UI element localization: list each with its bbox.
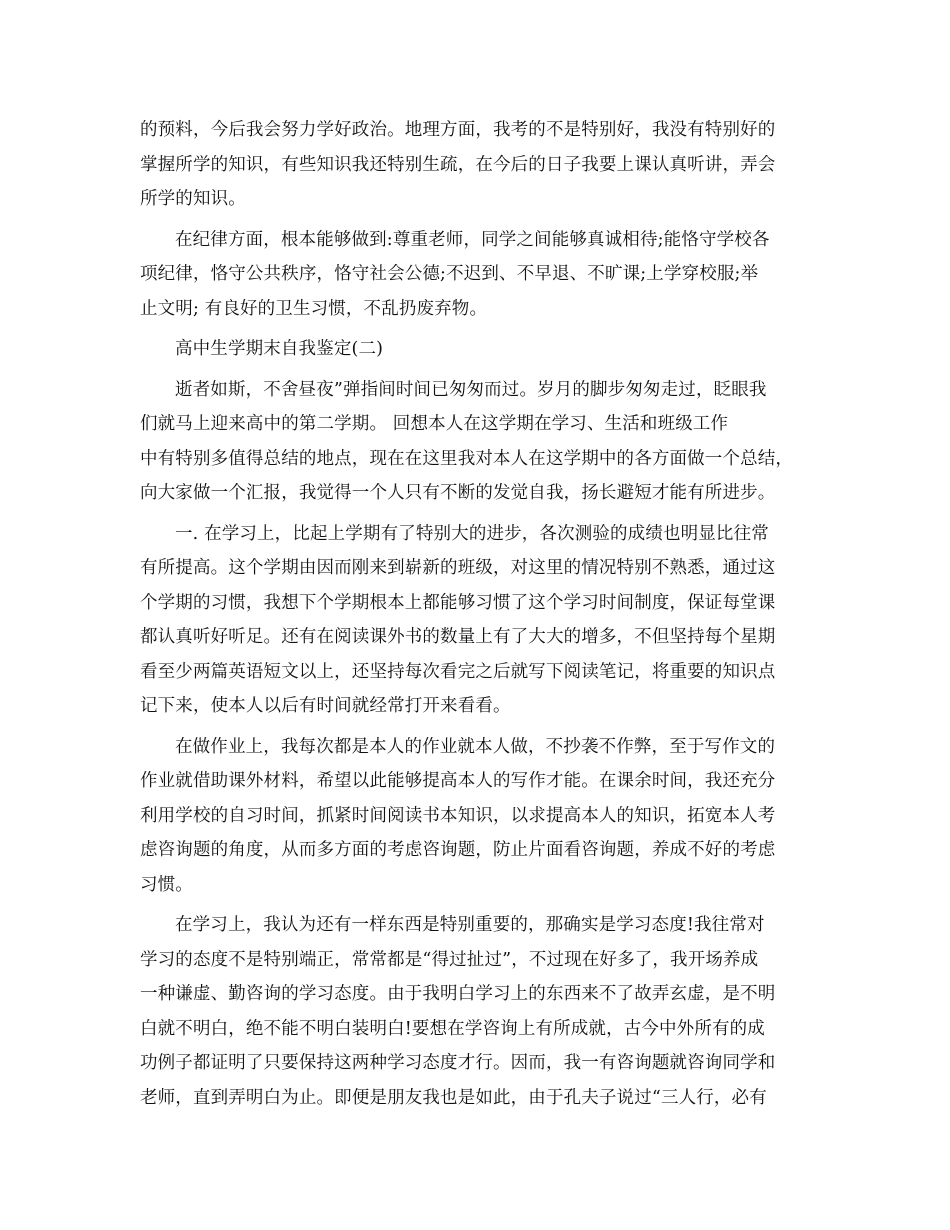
text-line: 功例子都证明了只要保持这两种学习态度才行。因而，我一有咨询题就咨询同学和 — [140, 1053, 776, 1073]
text-line: 中有特别多值得总结的地点，现在在这里我对本人在这学期中的各方面做一个总结， — [140, 448, 794, 469]
text-line: 的预料，今后我会努力学好政治。地理方面，我考的不是特别好，我没有特别好的 — [140, 120, 776, 140]
text-line: 掌握所学的知识，有些知识我还特别生疏，在今后的日子我要上课认真听讲，弄会 — [140, 154, 776, 175]
text-line: 止文明; 有良好的卫生习惯，不乱扔废弃物。 — [140, 298, 488, 319]
paragraph-first-line: 逝者如斯，不舍昼夜”弹指间时间已匆匆而过。岁月的脚步匆匆走过，眨眼我 — [175, 379, 767, 400]
text-line: 所学的知识。 — [140, 189, 246, 209]
text-line: 们就马上迎来高中的第二学期。 回想本人在这学期在学习、生活和班级工作 — [140, 414, 729, 434]
text-line: 作业就借助课外材料，希望以此能够提高本人的写作才能。在课余时间，我还充分 — [140, 771, 776, 791]
text-line: 虑咨询题的角度，从而多方面的考虑咨询题，防止片面看咨询题，养成不好的考虑 — [140, 840, 776, 860]
text-line: 学习的态度不是特别端正，常常都是“得过扯过”，不过现在好多了，我开场养成 — [140, 949, 759, 970]
text-line: 都认真听好听足。还有在阅读课外书的数量上有了大大的增多，不但坚持每个星期 — [140, 627, 776, 647]
text-line: 利用学校的自习时间，抓紧时间阅读书本知识，以求提高本人的知识，拓宽本人考 — [140, 805, 776, 826]
text-line: 一种谦虚、勤咨询的学习态度。由于我明白学习上的东西来不了故弄玄虚，是不明 — [140, 984, 776, 1004]
text-line: 向大家做一个汇报，我觉得一个人只有不断的发觉自我，扬长避短才能有所进步。 — [140, 483, 776, 503]
text-line: 有所提高。这个学期由因而刚来到崭新的班级，对这里的情况特别不熟悉，通过这 — [140, 558, 776, 578]
paragraph-first-line: 在纪律方面，根本能够做到:尊重老师，同学之间能够真诚相待;能恪守学校各 — [175, 229, 770, 250]
text-line: 老师，直到弄明白为止。即便是朋友我也是如此，由于孔夫子说过“三人行，必有 — [140, 1087, 767, 1108]
paragraph-first-line: 一. 在学习上，比起上学期有了特别大的进步，各次测验的成绩也明显比往常 — [175, 523, 769, 544]
text-line: 记下来，使本人以后有时间就经常打开来看看。 — [140, 696, 511, 716]
text-line: 个学期的习惯，我想下个学期根本上都能够习惯了这个学习时间制度，保证每堂课 — [140, 592, 776, 613]
text-line: 看至少两篇英语短文以上，还坚持每次看完之后就写下阅读笔记，将重要的知识点 — [140, 661, 776, 682]
text-line: 白就不明白，绝不能不明白装明白!要想在学咨询上有所成就，古今中外所有的成 — [140, 1018, 765, 1039]
paragraph-first-line: 高中生学期末自我鉴定(二) — [175, 339, 384, 359]
text-line: 项纪律，恪守公共秩序，恪守社会公德;不迟到、不早退、不旷课;上学穿校服;举 — [140, 264, 759, 284]
paragraph-first-line: 在做作业上，我每次都是本人的作业就本人做，不抄袭不作弊，至于写作文的 — [175, 736, 776, 757]
paragraph-first-line: 在学习上，我认为还有一样东西是特别重要的，那确实是学习态度!我往常对 — [175, 915, 765, 935]
text-line: 习惯。 — [140, 874, 193, 895]
document-body — [140, 113, 820, 1115]
